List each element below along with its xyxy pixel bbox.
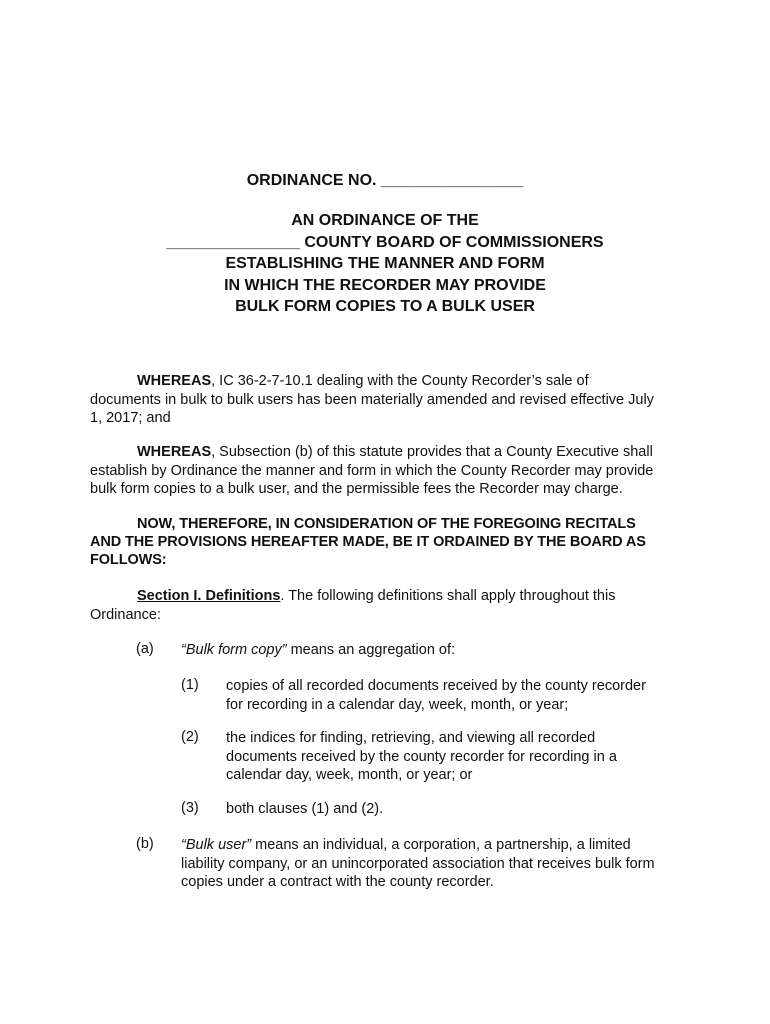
whereas-text: bulk form copies to a bulk user, and the permissible fees the Recorder may charge. <box>90 481 623 497</box>
now-therefore-paragraph <box>90 515 690 569</box>
heading-line: IN WHICH THE RECORDER MAY PROVIDE <box>224 276 546 294</box>
whereas-text: , IC 36-2-7-10.1 dealing with the County Recorder’s sale of <box>211 373 589 389</box>
heading-line: ESTABLISHING THE MANNER AND FORM <box>225 255 545 272</box>
ordinance-heading <box>0 210 770 318</box>
item-label: (3) <box>181 800 199 816</box>
definition-term: “Bulk user” <box>181 837 252 853</box>
item-line: both clauses (1) and (2). <box>226 801 384 817</box>
now-therefore-line: NOW, THEREFORE, IN CONSIDERATION OF THE FOREGOING RECITALS <box>137 516 636 532</box>
section-1-paragraph <box>90 587 690 624</box>
definition-line: copies under a contract with the county recorder. <box>181 874 494 890</box>
whereas-paragraph-2 <box>90 443 690 499</box>
definition-line: liability company, or an unincorporated association that receives bulk form <box>181 855 655 872</box>
ordinance-number: ORDINANCE NO. ________________ <box>246 172 524 189</box>
item-text <box>226 729 617 785</box>
item-line: the indices for finding, retrieving, and viewing all recorded <box>226 730 596 746</box>
section-heading: Section I. Definitions <box>137 588 281 604</box>
item-text <box>226 677 646 714</box>
section-text: Ordinance: <box>90 606 161 623</box>
whereas-text: , Subsection (b) of this statute provides that a County Executive shall <box>211 444 653 460</box>
whereas-lead: WHEREAS <box>137 444 212 460</box>
item-label: (1) <box>181 677 199 693</box>
definition-rest: means an aggregation of: <box>286 642 456 658</box>
definition-label: (b) <box>136 836 154 852</box>
whereas-lead: WHEREAS <box>137 373 212 389</box>
section-text: . The following definitions shall apply throughout this <box>280 588 616 604</box>
definition-term: “Bulk form copy” <box>181 642 287 658</box>
item-line: copies of all recorded documents received by the county recorder <box>226 678 646 694</box>
item-line: calendar day, week, month, or year; or <box>226 767 473 783</box>
whereas-text: 1, 2017; and <box>90 410 171 426</box>
item-line: documents received by the county recorder for recording in a <box>226 748 617 765</box>
definition-text <box>181 836 655 892</box>
now-therefore-line: AND THE PROVISIONS HEREAFTER MADE, BE IT ORDAINED BY THE BOARD AS <box>90 534 646 550</box>
whereas-paragraph-1 <box>90 372 690 428</box>
definition-text <box>181 641 455 660</box>
whereas-text: documents in bulk to bulk users has been materially amended and revised effective July <box>90 391 654 408</box>
item-label: (2) <box>181 729 199 745</box>
heading-line: _______________ COUNTY BOARD OF COMMISSIONERS <box>166 233 604 251</box>
definition-rest: means an individual, a corporation, a partnership, a limited <box>251 837 631 853</box>
now-therefore-line: FOLLOWS: <box>90 552 167 568</box>
item-text <box>226 800 383 819</box>
heading-line: BULK FORM COPIES TO A BULK USER <box>235 298 535 315</box>
heading-line: AN ORDINANCE OF THE <box>291 212 479 229</box>
whereas-text: establish by Ordinance the manner and form in which the County Recorder may provide <box>90 462 654 479</box>
definition-label: (a) <box>136 641 154 657</box>
item-line: for recording in a calendar day, week, month, or year; <box>226 696 569 713</box>
